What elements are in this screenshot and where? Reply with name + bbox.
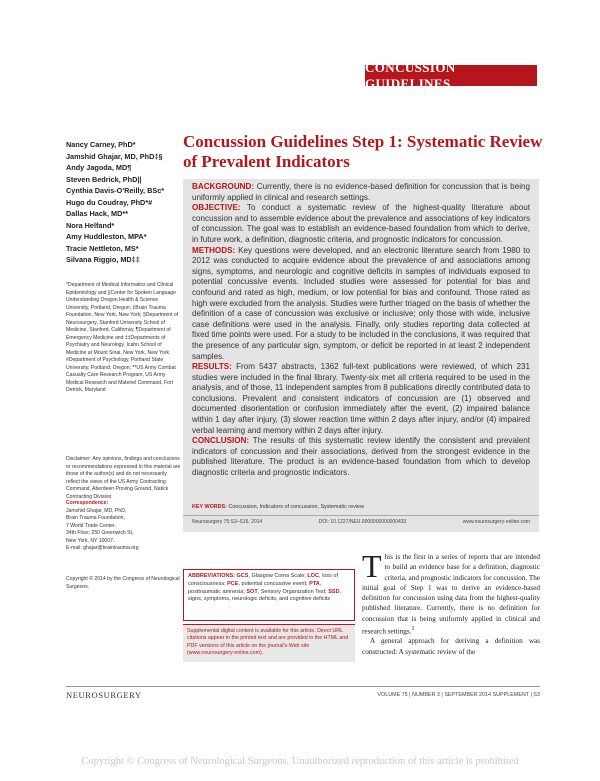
abstract-text (192, 182, 530, 479)
body-paragraph (362, 548, 540, 636)
author: Steven Bedrick, PhD|| (66, 174, 142, 184)
abbreviations-label: ABBREVIATIONS: (188, 573, 235, 579)
author: Jamshid Ghajar, MD, PhD‡§ (66, 151, 163, 161)
abbr-term: GCS (236, 573, 249, 579)
citation-row (192, 519, 530, 525)
citation: Neurosurgery 75:S3–S15, 2014 (192, 519, 263, 525)
body-paragraph: A general approach for deriving a definition was constructed: A systematic review of the (362, 637, 540, 656)
objective-text: To conduct a systematic review of the highest-quality literature about concussion and to assemble evidence about the prevalence and associations of key indicators of concussion. The goal was to establish an evidence-based foundation from which to derive, in future work, a definition, diagnostic criteria, and prognostic indicators for concussion. (192, 203, 531, 244)
author: Andy Jagoda, MD¶ (66, 163, 132, 172)
correspondence-email[interactable]: E-mail: ghajar@braintrauma.org (66, 545, 139, 551)
abbr-term: PCE (227, 580, 239, 587)
doi[interactable]: DOI: 10.1227/NEU.0000000000000433 (318, 519, 407, 525)
abstract-objective (192, 203, 530, 245)
author: Silvana Riggio, MD‡‡ (66, 255, 140, 264)
author: Nora Helfand* (66, 220, 115, 230)
abbr-def: , Sensory Organization Test; (257, 588, 329, 595)
results-label: RESULTS: (192, 362, 232, 372)
abbr-def: , potential concussive event; (238, 580, 310, 587)
author: Nancy Carney, PhD* (66, 140, 136, 149)
results-text: From 5437 abstracts, 1362 full-text publications were reviewed, of which 231 studies were included in the final library. Twenty-six met all criteria required to be used in the analysis, and of those, 11 independent samples from 8 publications directly contributed data to conclusions. Prevalent and consistent indicators of concussion are (1) observed and documented disorientation or confusion immediately after the event, (2) impaired balance within 1 day after injury, (3) slower reaction time within 2 days after injury, and/or (4) impaired verbal learning and memory within 2 days after injury. (192, 362, 530, 435)
supplemental-note: Supplemental digital content is available for this article. Direct URL citations appear in the printed text and are provided in the HTML and PDF versions of this article on the journal's Web site (www.neurosurgery-online.com). (183, 624, 355, 662)
author: Cynthia Davis-O'Reilly, BSc* (66, 186, 165, 195)
section-header: CONCUSSION GUIDELINES (365, 65, 537, 86)
author: Amy Huddleston, MPA* (66, 232, 147, 241)
issue-info: VOLUME 75 | NUMBER 3 | SEPTEMBER 2014 SUPPLEMENT | S3 (377, 692, 540, 698)
drop-cap: T (362, 548, 382, 584)
abbr-term: SSD (328, 588, 340, 595)
methods-text: Key questions were developed, and an electronic literature search from 1980 to 2012 was conducted to acquire evidence about the prevalence of and associations among signs, symptoms, and neurologic and cognitive deficits in samples of individuals exposed to potential concussive events. Included studies were assessed for potential for bias and confound and rated as high, medium, or low potential for bias and confound. Those rated as high were excluded from the analysis. Studies were further triaged on the basis of whether the definition of a case of concussion was exclusive or inclusive; only those with wide, inclusive case definitions were used in the analysis. Finally, only studies reporting data collected at fixed time points were used. For a study to be included in the conclusions, it was required that the presence of any particular sign, symptom, or deficit be reported in at least 2 independent samples. (192, 245, 530, 361)
body-text (362, 548, 540, 657)
article-title: Concussion Guidelines Step 1: Systematic Review of Prevalent Indicators (183, 132, 543, 171)
correspondence-label: Correspondence: (66, 500, 109, 506)
journal-name: NEUROSURGERY (66, 690, 142, 700)
footer-divider (66, 686, 540, 687)
objective-label: OBJECTIVE: (192, 203, 241, 213)
abstract-background (192, 182, 530, 203)
disclaimer: Disclaimer: Any opinions, findings and conclusions or recommendations expressed in this material are those of the author(s) and do not necessarily reflect the views of the US Army Contracting Command, Aberdeen Proving Ground, Natick Contracting Division. (66, 456, 181, 500)
keywords-label: KEY WORDS: (192, 504, 227, 510)
correspondence-line: 7 World Trade Center, (66, 522, 116, 529)
abbr-term: SOT (246, 588, 258, 595)
background-label: BACKGROUND: (192, 182, 255, 191)
abbr-term: PTA (309, 580, 320, 587)
abstract-results (192, 362, 530, 436)
body-p1-text: his is the first in a series of reports that are intended to build an evidence base for a definition, diagnostic criteria, and prognostic indicators for concussion. The initial goal of Step 1 was to derive an evidence-based definition for concussion using data from the highest-quality published literature. Currently, there is no definition for concussion that is being uniformly applied in clinical and research settings. (362, 553, 540, 636)
abstract-box (183, 179, 539, 532)
abstract-methods (192, 246, 530, 363)
abbr-def: , loss of consciousness; (188, 573, 338, 587)
keywords-text: Concussion, Indicators of concussion, Systematic review (228, 504, 364, 510)
conclusion-text: The results of this systematic review identify the consistent and prevalent indicators of concussion and their associations, derived from the strongest evidence in the published literature. The product is an evidence-based foundation from which to develop diagnostic criteria and prognostic indicators. (192, 436, 530, 478)
correspondence-line: Brain Trauma Foundation, (66, 515, 125, 521)
author-list (66, 139, 184, 266)
author: Tracie Nettleton, MS* (66, 243, 139, 253)
abbreviations-box (183, 569, 355, 621)
conclusion-label: CONCLUSION: (192, 436, 250, 446)
correspondence-line: Jamshid Ghajar, MD, PhD, (66, 507, 127, 514)
abbr-term: LOC (307, 573, 320, 579)
abbr-def: , signs, symptoms, neurologic deficits, and cognitive deficits (188, 588, 342, 603)
author: Hugo du Coudray, PhD*# (66, 197, 153, 207)
correspondence-line: 34th Floor, 250 Greenwich St, (66, 530, 134, 536)
correspondence-line: New York, NY 10007. (66, 537, 115, 544)
copyright: Copyright © 2014 by the Congress of Neurological Surgeons. (66, 576, 180, 590)
keywords (192, 504, 530, 510)
correspondence (66, 500, 181, 553)
author: Dallas Hack, MD** (66, 209, 129, 218)
copyright-watermark: Copyright © Congress of Neurological Surgeons. Unauthorized reproduction of this article is prohibited (81, 756, 519, 767)
background-text: Currently, there is no evidence-based definition for concussion that is being uniformly applied in clinical and research settings. (192, 182, 530, 202)
abbr-def: , Glasgow Coma Scale; (248, 573, 308, 579)
abstract-conclusion (192, 436, 530, 478)
abstract-divider (183, 515, 539, 516)
journal-url[interactable]: www.neurosurgery-online.com (462, 519, 530, 525)
affiliations: *Department of Medical Informatics and Clinical Epidemiology and ||Center for Spoken Language Understanding Oregon Health & Science University, Portland, Oregon; ‡Brain Trauma Foundation, New York, New York; §Department of Neurosurgery, Stanford University School of Medicine, Stanford, California; ¶Department of Emergency Medicine and ‡‡Departments of Psychiatry and Neurology, Icahn School of Medicine at Mount Sinai, New York, New York #Department of Psychology, Portland State University, Portland, Oregon; **US Army Combat Casualty Care Research Program, US Army Medical Research and Materiel Command, Fort Detrick, Maryland (66, 282, 179, 393)
footnote-ref[interactable]: 1 (411, 625, 415, 632)
methods-label: METHODS: (192, 245, 236, 255)
abbr-def: , posttraumatic amnesia; (188, 580, 322, 595)
